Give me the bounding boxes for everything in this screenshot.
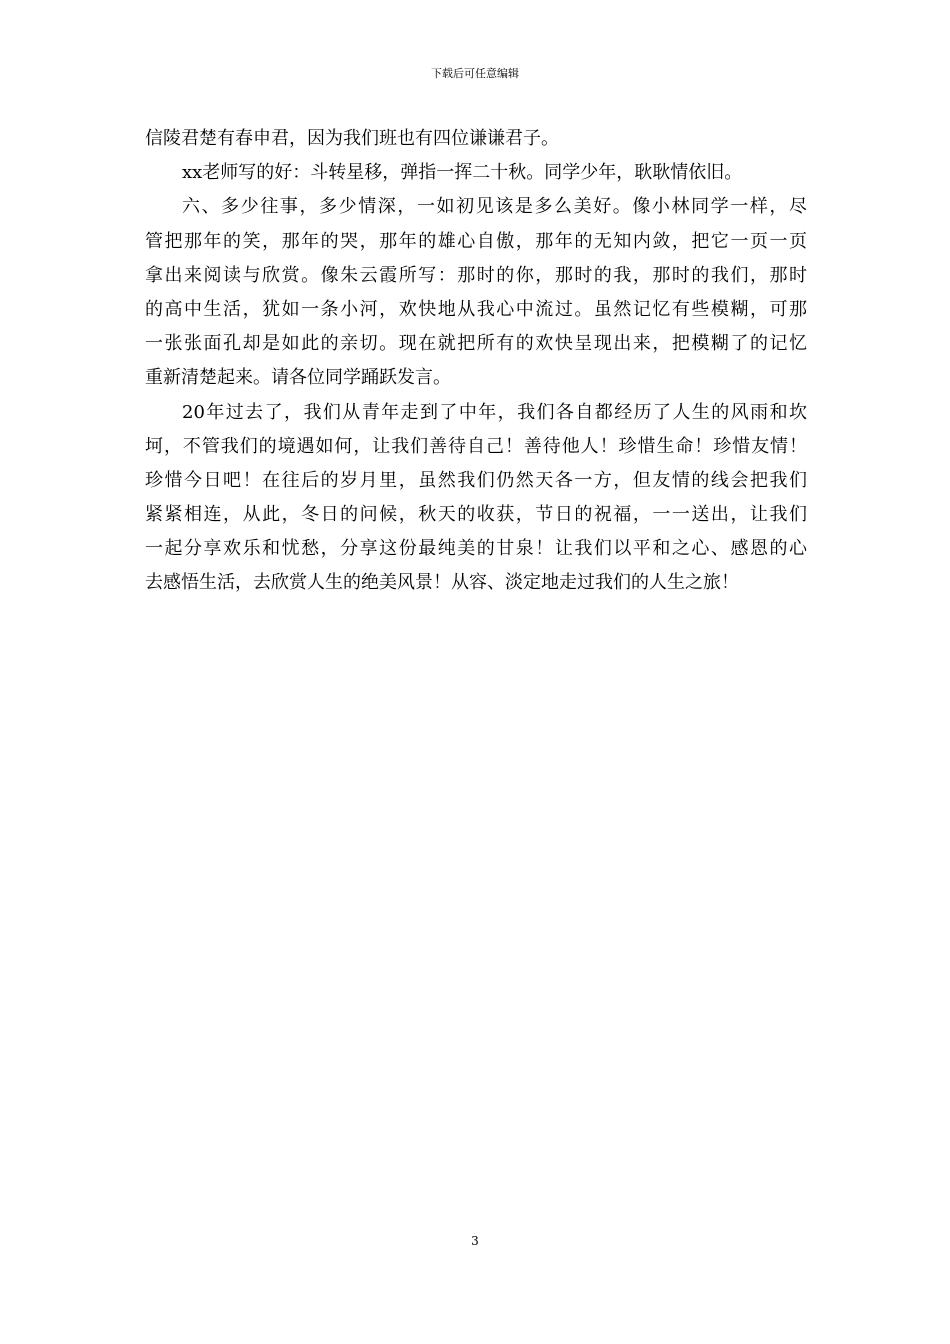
- text-line: 拿出来阅读与欣赏。像朱云霞所写：那时的你，那时的我，那时的我们，那时: [145, 264, 807, 286]
- paragraph: [145, 190, 807, 395]
- paragraph: [145, 156, 807, 190]
- text-line: 重新清楚起来。请各位同学踊跃发言。: [145, 367, 451, 389]
- text-line: 20年过去了，我们从青年走到了中年，我们各自都经历了人生的风雨和坎: [182, 401, 807, 423]
- text-line: 坷，不管我们的境遇如何，让我们善待自己！善待他人！珍惜生命！珍惜友情！: [145, 435, 807, 457]
- text-line: 管把那年的笑，那年的哭，那年的雄心自傲，那年的无知内敛，把它一页一页: [145, 230, 807, 252]
- text-line: 去感悟生活，去欣赏人生的绝美风景！从容、淡定地走过我们的人生之旅！: [145, 572, 739, 594]
- text-line: xx老师写的好：斗转星移，弹指一挥二十秋。同学少年，耿耿情依旧。: [182, 162, 743, 184]
- page-number: 3: [471, 1234, 479, 1248]
- paragraph: [145, 396, 807, 601]
- paragraph: [145, 122, 807, 156]
- text-line: 珍惜今日吧！在往后的岁月里，虽然我们仍然天各一方，但友情的线会把我们: [145, 469, 807, 491]
- text-line: 的高中生活，犹如一条小河，欢快地从我心中流过。虽然记忆有些模糊，可那: [145, 298, 807, 320]
- text-line: 紧紧相连，从此，冬日的问候，秋天的收获，节日的祝福，一一送出，让我们: [145, 504, 807, 526]
- page-header: 下载后可任意编辑: [431, 67, 519, 80]
- text-line: 六、多少往事，多少情深，一如初见该是多么美好。像小林同学一样，尽: [182, 196, 807, 218]
- text-line: 一起分享欢乐和忧愁，分享这份最纯美的甘泉！让我们以平和之心、感恩的心: [145, 538, 807, 560]
- text-line: 一张张面孔却是如此的亲切。现在就把所有的欢快呈现出来，把模糊了的记忆: [145, 333, 807, 355]
- document-body: [145, 122, 807, 601]
- text-line: 信陵君楚有春申君，因为我们班也有四位谦谦君子。: [145, 128, 559, 149]
